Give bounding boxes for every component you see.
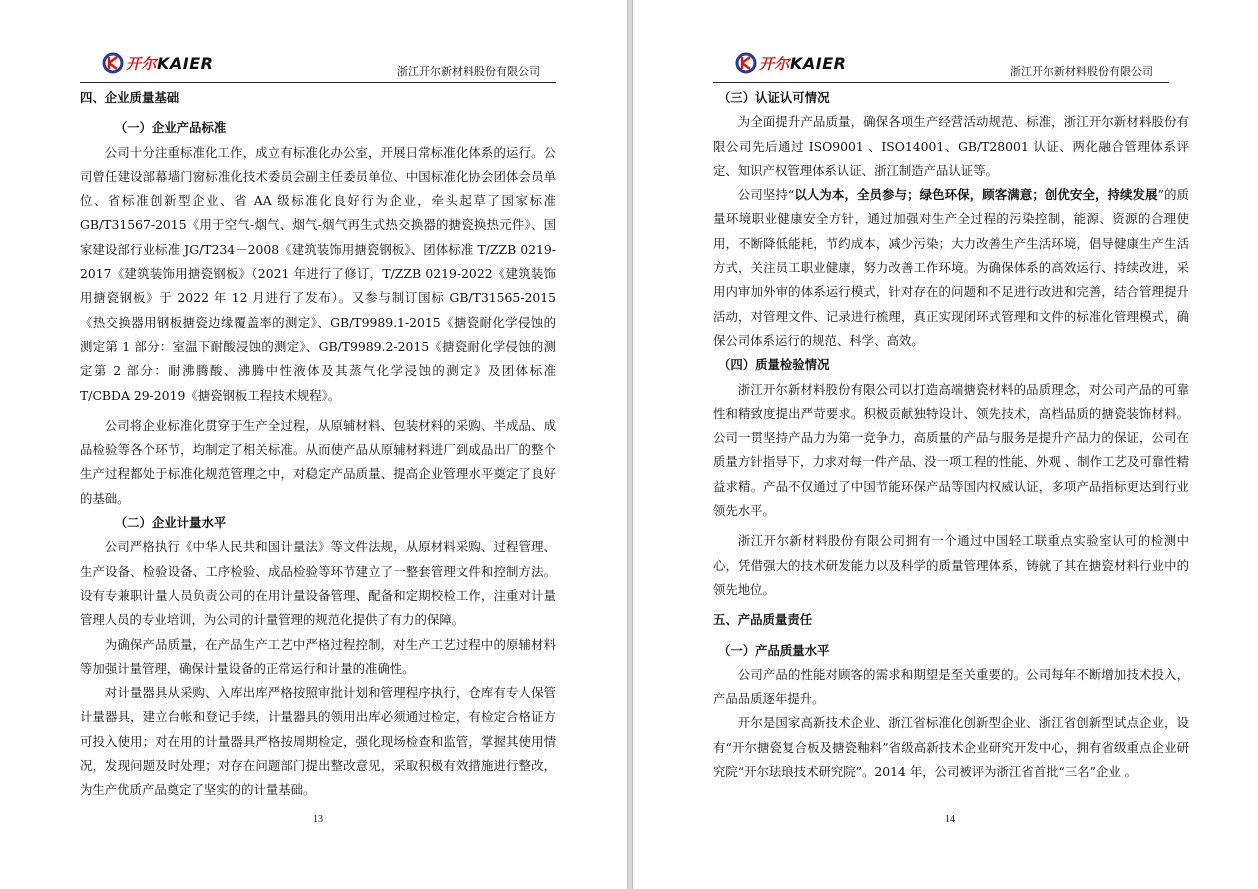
paragraph: 公司严格执行《中华人民共和国计量法》等文件法规，从原材料采购、过程管理、生产设备、检验设备、工序检验、成品检验等环节建立了一整套管理文件和控制方法。设有专兼职计量人员负责公司的在用计量设备管理、配备和定期校检工作，注重对计量管理人员的专业培训，为公司的计量管理的规范化提供了有力的保障。 [80,539,556,628]
page-header [713,42,1169,83]
kaier-logo-icon [102,52,124,74]
company-name: 浙江开尔新材料股份有限公司 [1010,65,1153,78]
kaier-logo-icon [735,52,757,74]
company-name: 浙江开尔新材料股份有限公司 [397,65,540,78]
page-header [80,42,556,83]
page-body [713,86,1189,784]
page-body [80,86,556,803]
page-number: 14 [945,814,955,825]
left-page [0,0,627,889]
subsection-title: （三）认证认可情况 [717,90,830,105]
company-logo [735,48,847,78]
right-page [633,0,1258,889]
paragraph: 对计量器具从采购、入库出库严格按照审批计划和管理程序执行，仓库有专人保管计量器具，建立台帐和登记手续，计量器具的领用出库必须通过检定，有检定合格证方可投入使用；对在用的计量器具严格按周期检定，强化现场检查和监管，掌握其使用情况，发现问题及时处理；对存在问题部门提出整改意见，采取积极有效措施进行整改，为生产优质产品奠定了坚实的的计量基础。 [80,685,556,798]
company-logo [102,48,214,78]
quality-policy-text: 以人为本，全员参与；绿色环保，顾客满意；创优安全，持续发展 [794,187,1158,203]
logo-text: 开尔KAIER [126,53,214,73]
section-title: 五、产品质量责任 [713,612,813,628]
logo-text: 开尔KAIER [759,53,847,73]
subsection-title: （二）企业计量水平 [114,515,227,531]
paragraph: 公司坚持“以人为本，全员参与；绿色环保，顾客满意；创优安全，持续发展”的质量环境职业健康安全方针，通过加强对生产全过程的污染控制，能源、资源的合理使用，不断降低能耗，节约成本，减少污染；大力改善生产生活环境，倡导健康生产生活方式，关注员工职业健康，努力改善工作环境。为确保体系的高效运行、持续改进，采用内审加外审的体系运行模式，针对存在的问题和不足进行改进和完善，结合管理提升活动，对管理文件、记录进行梳理，真正实现闭环式管理和文件的标准化管理模式，确保公司体系运行的规范、科学、高效。 [713,187,1189,348]
section-title: 四、企业质量基础 [80,90,180,105]
subsection-title: （一）企业产品标准 [114,120,227,136]
page-number: 13 [313,814,323,825]
paragraph: 为全面提升产品质量，确保各项生产经营活动规范、标准，浙江开尔新材料股份有限公司先后通过 ISO9001 、ISO14001、GB/T28001 认证、两化融合管理体系评定、知识产权管理体系认证、浙江制造产品认证等。 [713,114,1189,178]
paragraph: 浙江开尔新材料股份有限公司以打造高端搪瓷材料的品质理念，对公司产品的可靠性和精致度提出严苛要求。积极贡献独特设计、领先技术，高档品质的搪瓷装饰材料。公司一贯坚持产品力为第一竞争力，高质量的产品与服务是提升产品力的保证，公司在质量方针指导下，力求对每一件产品、没一项工程的性能、外观 、制作工艺及可靠性精益求精。产品不仅通过了中国节能环保产品等国内权威认证，多项产品指标更达到行业领先水平。 [713,381,1189,519]
paragraph: 公司将企业标准化贯穿于生产全过程，从原辅材料、包装材料的采购、半成品、成品检验等各个环节，均制定了相关标准。从而使产品从原辅材料进厂到成品出厂的整个生产过程都处于标准化规范管理之中，对稳定产品质量、提高企业管理水平奠定了良好的基础。 [80,417,556,506]
paragraph: 公司十分注重标准化工作，成立有标准化办公室，开展日常标准化体系的运行。公司曾任建设部幕墙门窗标准化技术委员会副主任委员单位、中国标准化协会团体会员单位、省标准创新型企业、省 AA 级标准化良好行为企业，牵头起草了国家标准GB/T31567-2015《用于空气-烟气、烟气-烟气再生式热交换器的搪瓷换热元件》、国家建设部行业标准 JG/T234－2008《建筑装饰用搪瓷钢板》、团体标准 T/ZZB 0219-2017《建筑装饰用搪瓷钢板》（2021 年进行了修订，T/ZZB 0219-2022《建筑装饰用搪瓷钢板》于 2022 年 12 月进行了发布）。又参与制订国标 GB/T31565-2015《热交换器用钢板搪瓷边缘覆盖率的测定》、GB/T9989.1-2015《搪瓷耐化学侵蚀的测定第 1 部分：室温下耐酸浸蚀的测定》、GB/T9989.2-2015《搪瓷耐化学侵蚀的测定第 2 部分：耐沸腾酸、沸腾中性液体及其蒸气化学浸蚀的测定》及团体标准 T/CBDA 29-2019《搪瓷钢板工程技术规程》。 [80,144,556,403]
paragraph: 浙江开尔新材料股份有限公司拥有一个通过中国轻工联重点实验室认可的检测中心，凭借强大的技术研发能力以及科学的质量管理体系，铸就了其在搪瓷材料行业中的领先地位。 [713,533,1189,597]
paragraph: 公司产品的性能对顾客的需求和期望是至关重要的。公司每年不断增加技术投入，产品品质逐年提升。 [713,666,1189,707]
subsection-title: （一）产品质量水平 [717,642,830,658]
paragraph: 开尔是国家高新技术企业、浙江省标准化创新型企业、浙江省创新型试点企业，设有“开尔搪瓷复合板及搪瓷釉料”省级高新技术企业研究开发中心，拥有省级重点企业研究院“开尔珐琅技术研究院”。2014 年，公司被评为浙江省首批“三名”企业 。 [713,715,1189,780]
paragraph: 为确保产品质量，在产品生产工艺中严格过程控制，对生产工艺过程中的原辅材料等加强计量管理，确保计量设备的正常运行和计量的准确性。 [80,636,556,676]
subsection-title: （四）质量检验情况 [717,357,830,373]
